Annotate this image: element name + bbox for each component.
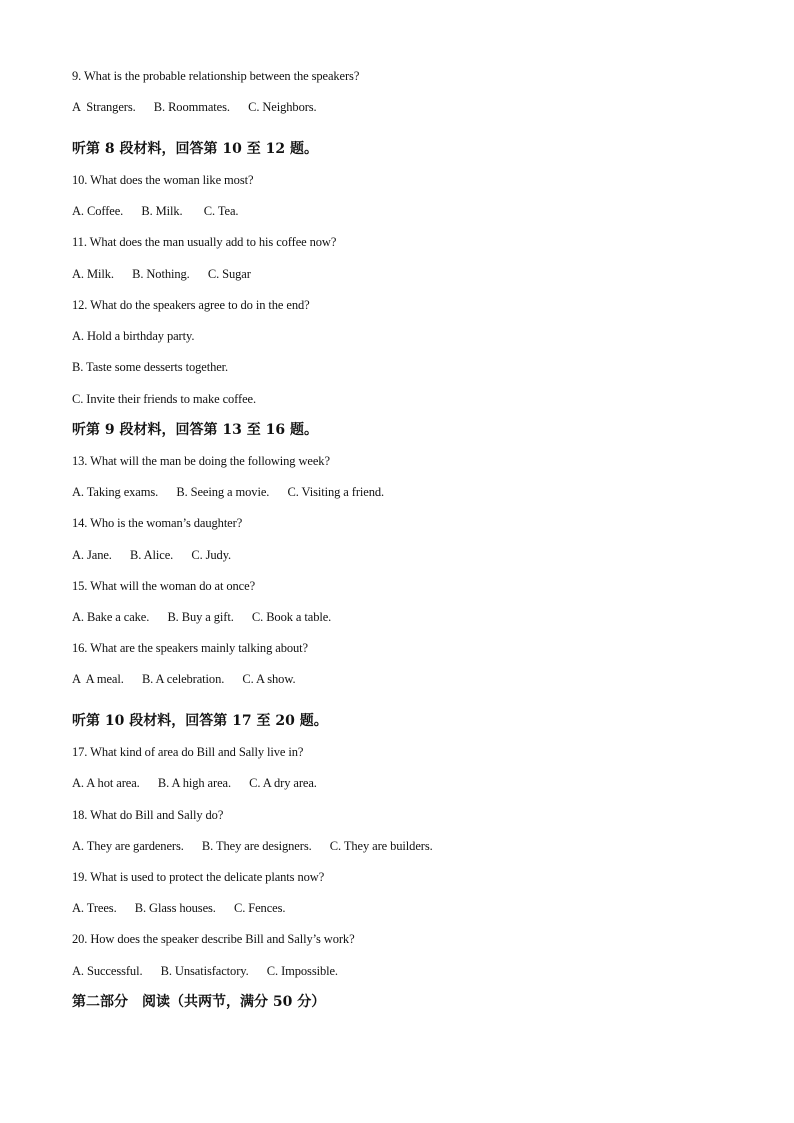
option-c: C. Impossible.	[266, 964, 338, 978]
question-13-stem: 13. What will the man be doing the following week?	[72, 454, 330, 468]
part-2-heading: 第二部分 阅读（共两节，满分 50 分）	[72, 994, 326, 1010]
question-16-options	[72, 671, 295, 687]
question-19-stem: 19. What is used to protect the delicate plants now?	[72, 870, 325, 884]
question-12-stem: 12. What do the speakers agree to do in the end?	[72, 298, 310, 312]
option-b: B. A celebration.	[141, 672, 225, 686]
option-c: C. A dry area.	[249, 776, 317, 790]
option-a: A. Coffee.	[72, 204, 124, 218]
question-17-options	[72, 775, 317, 791]
option-b: B. Glass houses.	[134, 901, 216, 915]
question-9-stem: 9. What is the probable relationship between the speakers?	[72, 69, 360, 83]
question-12-option-a: A. Hold a birthday party.	[72, 329, 195, 343]
question-18-stem: 18. What do Bill and Sally do?	[72, 808, 224, 822]
option-c: C. A show.	[242, 672, 296, 686]
option-c: C. Judy.	[191, 548, 232, 562]
option-a: A Strangers.	[72, 100, 136, 114]
question-15-stem: 15. What will the woman do at once?	[72, 579, 256, 593]
option-c: C. Sugar	[207, 267, 251, 281]
option-b: B. Nothing.	[132, 267, 190, 281]
option-b: B. Buy a gift.	[167, 610, 234, 624]
question-12-option-c: C. Invite their friends to make coffee.	[72, 392, 256, 406]
option-c: C. Tea.	[203, 204, 239, 218]
question-13-options	[72, 484, 384, 500]
option-a: A. They are gardeners.	[72, 839, 184, 853]
option-b: B. They are designers.	[201, 839, 312, 853]
option-a: A. Bake a cake.	[72, 610, 150, 624]
question-20-options	[72, 963, 338, 979]
option-c: C. Fences.	[233, 901, 286, 915]
option-b: B. Seeing a movie.	[176, 485, 270, 499]
option-a: A. Trees.	[72, 901, 117, 915]
option-a: A. Milk.	[72, 267, 114, 281]
option-b: B. Milk.	[141, 204, 183, 218]
option-a: A. Taking exams.	[72, 485, 159, 499]
option-a: A. Successful.	[72, 964, 143, 978]
section-9-heading: 听第 9 段材料，回答第 13 至 16 题。	[72, 422, 318, 438]
question-20-stem: 20. How does the speaker describe Bill and Sally’s work?	[72, 932, 355, 946]
question-18-options	[72, 838, 433, 854]
option-c: C. They are builders.	[329, 839, 433, 853]
question-11-options	[72, 266, 251, 282]
option-a: A A meal.	[72, 672, 124, 686]
option-a: A. Jane.	[72, 548, 112, 562]
question-9-options	[72, 99, 317, 115]
option-b: B. Unsatisfactory.	[160, 964, 249, 978]
question-15-options	[72, 609, 331, 625]
question-19-options	[72, 900, 285, 916]
question-14-stem: 14. Who is the woman’s daughter?	[72, 516, 243, 530]
question-10-options	[72, 203, 238, 219]
question-17-stem: 17. What kind of area do Bill and Sally live in?	[72, 745, 304, 759]
section-8-heading: 听第 8 段材料，回答第 10 至 12 题。	[72, 141, 318, 157]
option-b: B. A high area.	[157, 776, 231, 790]
option-b: B. Roommates.	[153, 100, 230, 114]
question-14-options	[72, 547, 231, 563]
question-10-stem: 10. What does the woman like most?	[72, 173, 254, 187]
option-c: C. Visiting a friend.	[287, 485, 385, 499]
question-11-stem: 11. What does the man usually add to his coffee now?	[72, 235, 337, 249]
option-c: C. Neighbors.	[248, 100, 317, 114]
option-c: C. Book a table.	[251, 610, 332, 624]
question-12-option-b: B. Taste some desserts together.	[72, 360, 229, 374]
option-b: B. Alice.	[129, 548, 174, 562]
question-16-stem: 16. What are the speakers mainly talking about?	[72, 641, 308, 655]
option-a: A. A hot area.	[72, 776, 140, 790]
section-10-heading: 听第 10 段材料，回答第 17 至 20 题。	[72, 713, 328, 729]
